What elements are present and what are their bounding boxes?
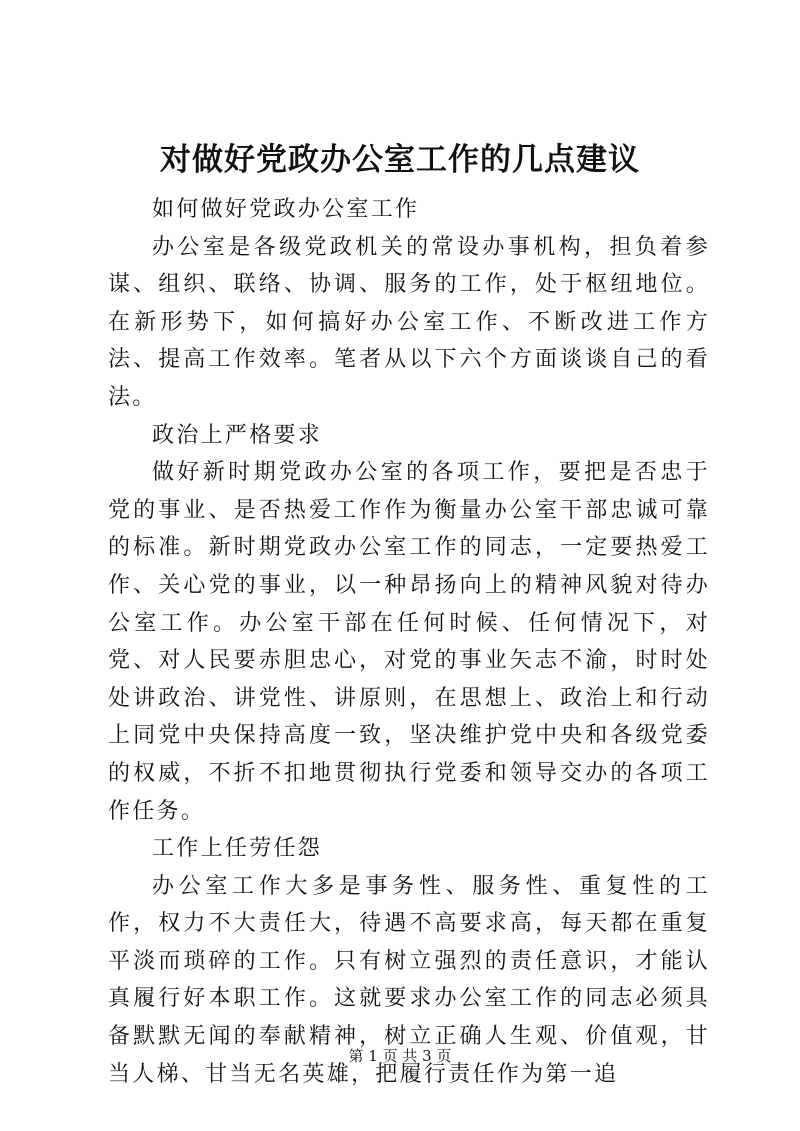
section-heading: 如何做好党政办公室工作 [152, 197, 420, 222]
body-paragraph: 办公室是各级党政机关的常设办事机构，担负着参谋、组织、联络、协调、服务的工作，处于枢纽地位。在新形势下，如何搞好办公室工作、不断改进工作方法、提高工作效率。笔者从以下六个方面谈谈自己的看法。 [108, 234, 710, 410]
document-body [108, 191, 710, 1093]
body-paragraph: 办公室工作大多是事务性、服务性、重复性的工作，权力不大责任大，待遇不高要求高，每天都在重复平淡而琐碎的工作。只有树立强烈的责任意识，才能认真履行好本职工作。这就要求办公室工作的同志必须具备默默无闻的奉献精神，树立正确人生观、价值观，甘当人梯、甘当无名英雄，把履行责任作为第一追 [108, 873, 710, 1087]
body-paragraph: 做好新时期党政办公室的各项工作，要把是否忠于党的事业、是否热爱工作作为衡量办公室干部忠诚可靠的标准。新时期党政办公室工作的同志，一定要热爱工作、关心党的事业，以一种昂扬向上的精神风貌对待办公室工作。办公室干部在任何时候、任何情况下，对党、对人民要赤胆忠心，对党的事业矢志不渝，时时处处讲政治、讲党性、讲原则，在思想上、政治上和行动上同党中央保持高度一致，坚决维护党中央和各级党委的权威，不折不扣地贯彻执行党委和领导交办的各项工作任务。 [108, 460, 710, 824]
section-heading: 政治上严格要求 [152, 422, 323, 448]
document-title: 对做好党政办公室工作的几点建议 [160, 142, 640, 178]
section-heading: 工作上任劳任怨 [152, 836, 323, 862]
page-footer: 第 1 页 共 3 页 [348, 1047, 452, 1065]
